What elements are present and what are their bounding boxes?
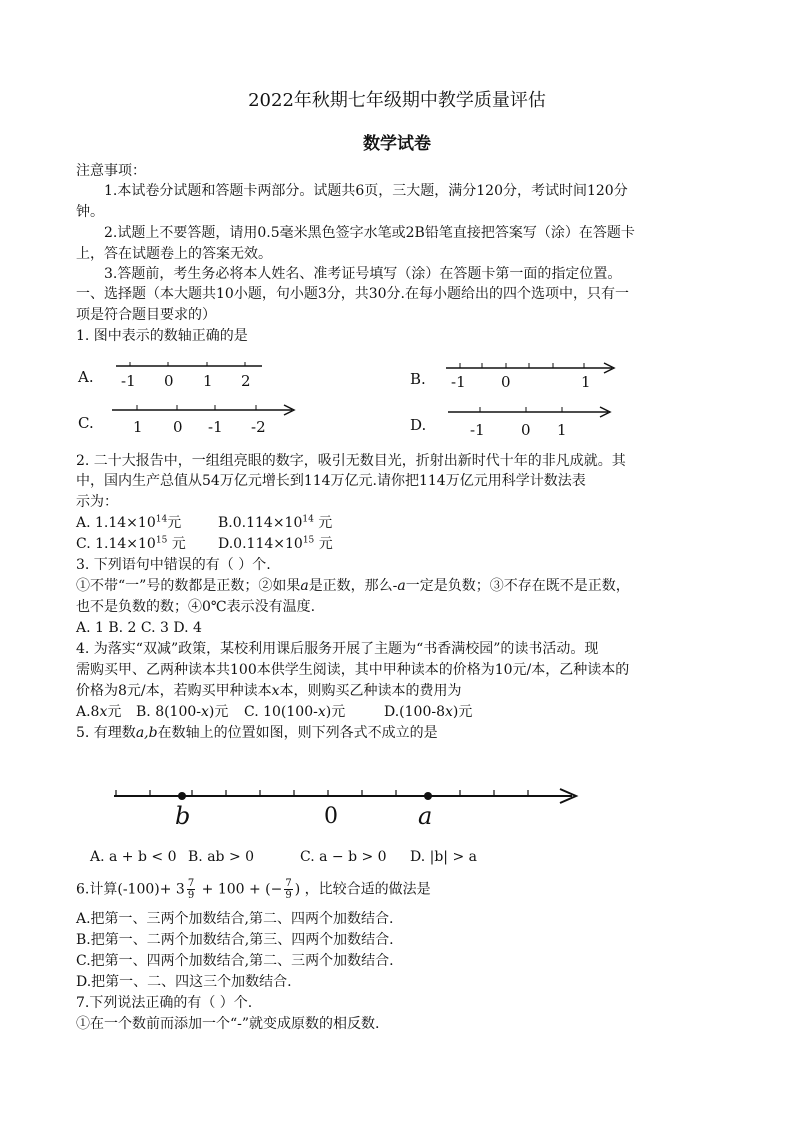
q1c-tick-label-1: 1 — [133, 418, 143, 436]
q1-option-b-label: B. — [410, 370, 426, 388]
q5-option-d: D. |b| > a — [410, 849, 477, 865]
q6-option-a: A.把第一、三两个加数结合,第二、四两个加数结合. — [76, 911, 394, 927]
section-heading-line-1: 一、选择题（本大题共10小题，句小题3分，共30分.在每小题给出的四个选项中，只有一 — [76, 286, 629, 302]
notice-item-2-line-1: 2.试题上不要答题，请用0.5毫米黑色签字水笔或2B铅笔直接把答案写（涂）在答题卡 — [104, 225, 635, 241]
point-b — [178, 792, 186, 800]
q4-option-a: A.8x元 — [76, 704, 122, 720]
q1b-tick-label-2: 0 — [501, 373, 511, 391]
q5-label-a: a — [418, 802, 433, 830]
q1-option-d-label: D. — [410, 416, 427, 434]
q4-option-b: B. 8(100-x)元 — [136, 704, 229, 720]
q2-line-3: 示为： — [76, 494, 118, 510]
q1a-tick-label-3: 1 — [203, 372, 213, 390]
q7-stem: 7.下列说法正确的有（ ）个. — [76, 995, 253, 1011]
q1d-tick-label-3: 1 — [557, 421, 567, 439]
q4-line-1: 4. 为落实“双减”政策，某校利用课后服务开展了主题为“书香满校园”的读书活动。现 — [76, 641, 599, 657]
q1-option-c-label: C. — [78, 414, 94, 432]
q1a-tick-label-2: 0 — [164, 372, 174, 390]
q3-line-2: 也不是负数的数；④0℃表示没有温度. — [76, 599, 316, 615]
q5-option-b: B. ab > 0 — [188, 849, 255, 865]
fraction: $\frac{7}{9}$ — [285, 878, 292, 901]
q5-label-0: 0 — [324, 804, 338, 829]
q3-stem: 3. 下列语句中错误的有（ ）个. — [76, 557, 271, 573]
q4-line-2: 需购买甲、乙两种读本共100本供学生阅读，其中甲种读本的价格为10元/本，乙种读本的 — [76, 662, 630, 678]
q1a-tick-label-1: -1 — [121, 372, 136, 390]
q1b-tick-label-1: -1 — [451, 373, 466, 391]
point-a — [424, 792, 432, 800]
q1-option-b-number-line — [442, 358, 622, 388]
q1a-tick-label-4: 2 — [241, 372, 251, 390]
q1-stem: 1. 图中表示的数轴正确的是 — [76, 328, 248, 344]
q2-line-2: 中，国内生产总值从54万亿元增长到114万亿元.请你把114万亿元用科学计数法表 — [76, 473, 586, 489]
page-title: 2022年秋期七年级期中教学质量评估 — [248, 90, 546, 111]
notice-item-2-line-2: 上，答在试题卷上的答案无效。 — [76, 246, 272, 262]
q4-option-c: C. 10(100-x)元 — [244, 704, 346, 720]
q5-stem: 5. 有理数a,b在数轴上的位置如图，则下列各式不成立的是 — [76, 725, 438, 741]
q6-option-c: C.把第一、四两个加数结合,第二、三两个加数结合. — [76, 953, 394, 969]
q6-option-d: D.把第一、二、四这三个加数结合. — [76, 974, 292, 990]
notice-heading: 注意事项： — [76, 163, 146, 179]
notice-item-1-line-2: 钟。 — [76, 204, 104, 220]
page-subtitle: 数学试卷 — [363, 134, 431, 154]
q3-options: A. 1 B. 2 C. 3 D. 4 — [76, 620, 202, 636]
q6-option-b: B.把第一、二两个加数结合,第三、四两个加数结合. — [76, 932, 394, 948]
q4-line-3: 价格为8元/本，若购买甲种读本x本，则购买乙种读本的费用为 — [76, 683, 462, 699]
notice-item-3: 3.答题前，考生务必将本人姓名、准考证号填写（涂）在答题卡第一面的指定位置。 — [104, 266, 622, 282]
q6-stem: 6.计算(-100)+ 3 $\frac{7}{9}$ + 100 + (− $\frac{7}{9}$ ) ，比较合适的做法是 — [76, 878, 431, 901]
q7-item-1: ①在一个数前而添加一个“-”就变成原数的相反数. — [76, 1016, 380, 1032]
q5-label-b: b — [175, 802, 191, 830]
q3-line-1: ①不带“一”号的数都是正数；②如果a是正数，那么-a一定是负数；③不存在既不是正数， — [76, 578, 630, 594]
fraction: $\frac{7}{9}$ — [187, 878, 195, 901]
q5-option-a: A. a + b < 0 — [90, 849, 177, 865]
q1-option-a-label: A. — [78, 368, 94, 386]
q1c-tick-label-2: 0 — [173, 418, 183, 436]
section-heading-line-2: 项是符合题目要求的） — [76, 307, 216, 323]
q1b-tick-label-3: 1 — [581, 373, 591, 391]
q2-option-b: $B.0.114\times 10^{14}$ 元 — [218, 514, 333, 531]
q4-option-d: D.(100-8x)元 — [384, 704, 473, 720]
q1c-tick-label-4: -2 — [251, 418, 266, 436]
q1d-tick-label-1: -1 — [470, 421, 485, 439]
q1d-tick-label-2: 0 — [521, 421, 531, 439]
q2-option-d: $D.0.114\times 10^{15}$ 元 — [218, 535, 333, 552]
q5-option-c: C. a − b > 0 — [300, 849, 387, 865]
notice-item-1-line-1: 1.本试卷分试题和答题卡两部分。试题共6页，三大题，满分120分，考试时间120分 — [104, 183, 628, 199]
q2-option-a: A. $1.14\times 10^{14}$元 — [76, 514, 182, 531]
q2-line-1: 2. 二十大报告中，一组组亮眼的数字，吸引无数目光，折射出新时代十年的非凡成就。其 — [76, 453, 626, 469]
q1c-tick-label-3: -1 — [208, 418, 223, 436]
q2-option-c: C. $1.14\times 10^{15}$ 元 — [76, 535, 186, 552]
